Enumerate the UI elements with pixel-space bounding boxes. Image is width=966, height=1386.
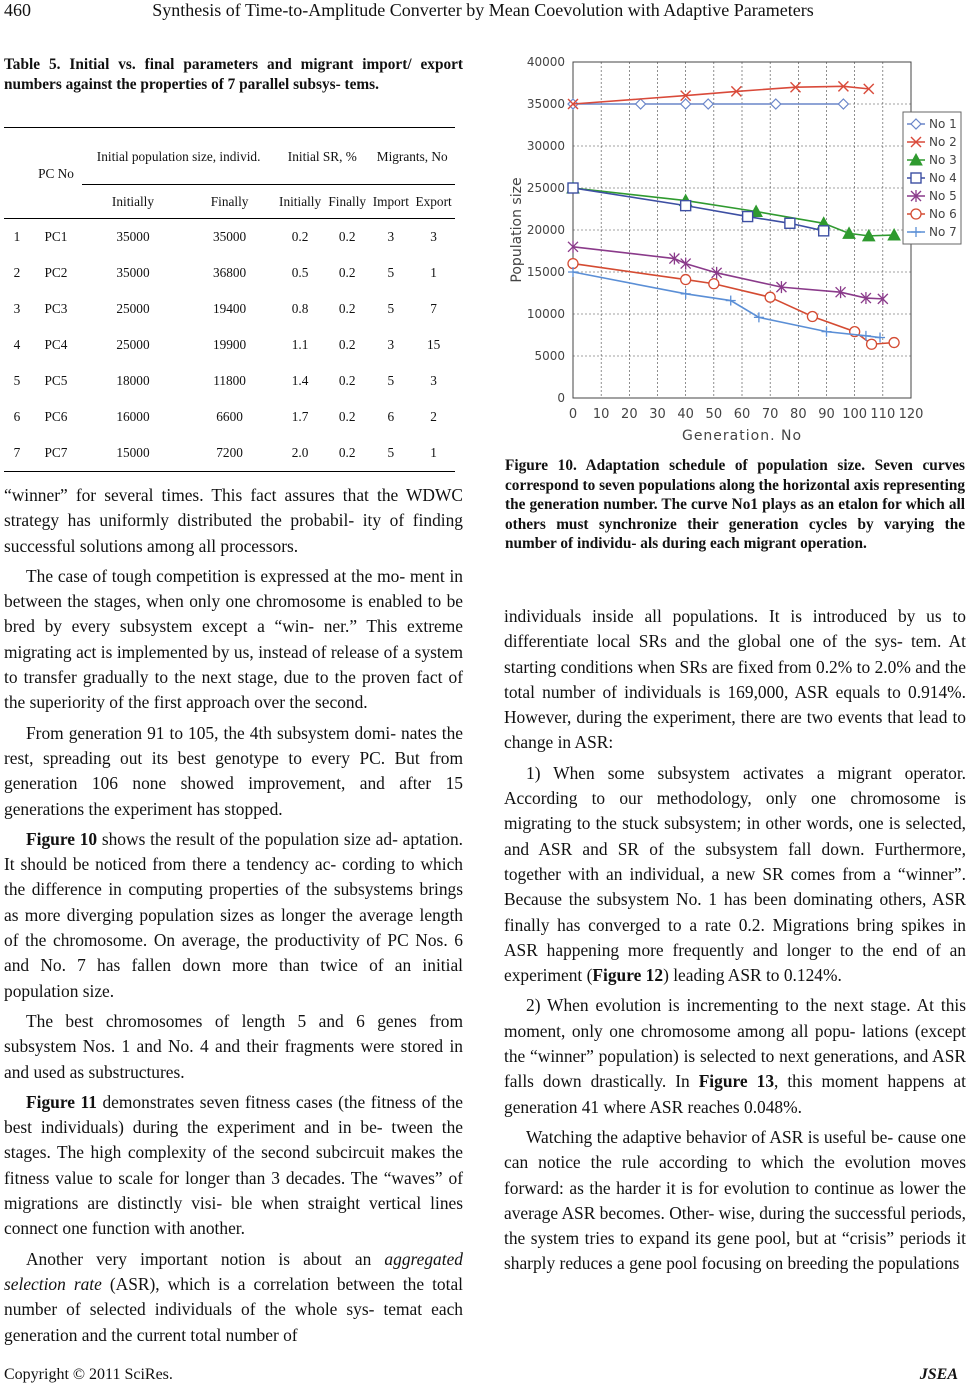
table-cell: 19900 (212, 337, 247, 352)
table-header-export: Export (412, 185, 455, 219)
legend-label: No 7 (929, 225, 957, 239)
data-point (765, 292, 775, 302)
paragraph: Figure 10 shows the result of the population size ad- aptation. It should be noticed from there a tendency ac- cording to which the difference in computing properties of the subsystems brings as more diverging population sizes as longer the average length of the chromosome. On average, the productivity of PC Nos. 6 and No. 7 has fallen down more than twice of an initial population size. (4, 828, 463, 1001)
data-point (743, 212, 753, 222)
chart-legend (903, 112, 961, 244)
paragraph: Watching the adaptive behavior of ASR is useful be- cause one can notice the rule according to which the evolution moves forward: as the harder it is for evolution to continue as lower the average ASR becomes. Other- wise, during the successful periods, the system tries to expand its gene pool, but at “crisis” periods it sharply reduces a gene pool focusing on breeding the populations (504, 1126, 966, 1274)
right-column (504, 604, 966, 1277)
table-cell: 3 (387, 229, 395, 244)
legend-label: No 2 (929, 135, 957, 149)
table-cell: PC1 (44, 229, 68, 244)
page-number: 460 (4, 0, 31, 20)
table-cell: 5 (387, 373, 395, 388)
table-cell: 3 (387, 337, 395, 352)
table-cell: 0.5 (291, 265, 309, 280)
data-point (819, 226, 829, 236)
data-point (568, 267, 578, 277)
table-cell: 1.7 (291, 409, 309, 424)
x-tick-label: 0 (568, 407, 578, 422)
table-cell: 2 (430, 409, 437, 424)
table-cell: 6 (387, 409, 395, 424)
paragraph: Figure 11 demonstrates seven fitness cases (the fitness of the best individuals) during the experiment and in be- tween the stages. The high complexity of the second subcircuit makes the fitness value to scale for longer than 3 decades. The “waves” of migrations are distinctly visi- ble when straight vertical lines connect one function with another. (4, 1091, 463, 1239)
series-line (573, 264, 894, 345)
paragraph: individuals inside all populations. It is introduced by us to differentiate local SRs and the global one of the sys- tem. At starting conditions when SRs are fixed from 0.2% to 2.0% and the total number of individuals is 169,000, ASR equals to 0.914%. However, during the experiment, there are two events that lead to change in ASR: (504, 606, 966, 753)
table-cell: 0.2 (338, 301, 356, 316)
data-point (838, 99, 848, 109)
legend-entry (907, 171, 957, 185)
figure-reference-link[interactable]: Figure 13 (698, 1071, 775, 1092)
paragraph: From generation 91 to 105, the 4th subsystem domi- nates the rest, spreading out its best genotype to every PC. But from generation 106 none showed improvement, and after 15 generations the experiment has stopped. (4, 722, 463, 819)
x-tick-label: 80 (790, 407, 807, 422)
x-axis-label: Generation. No (681, 428, 803, 444)
figure-reference-link[interactable]: Figure 11 (26, 1091, 97, 1112)
data-point (875, 333, 885, 343)
table-cell: 4 (13, 337, 21, 352)
x-tick-label: 30 (649, 407, 666, 422)
table-cell: 35000 (116, 229, 150, 244)
data-point (681, 289, 691, 299)
table-cell: 2.0 (275, 435, 325, 472)
legend-label: No 6 (929, 207, 957, 221)
y-tick-label: 35000 (526, 97, 565, 111)
table-cell: 5 (369, 435, 412, 472)
table-header-migrants: Migrants, No (369, 128, 455, 185)
table-row (4, 291, 455, 327)
population-size-chart (505, 48, 965, 446)
left-column (4, 483, 463, 1348)
table-cell: 35000 (116, 265, 150, 280)
legend-label: No 5 (929, 189, 957, 203)
table-cell: 0.2 (325, 435, 370, 472)
table-cell: 7 (4, 435, 30, 472)
legend-label: No 4 (929, 171, 957, 185)
figure-caption: Figure 10. Adaptation schedule of population size. Seven curves correspond to seven populations along the horizontal axis representing the generation number. The curve No1 plays as an etalon for which all others must synchronize their generation cycles by varying the number of individu- als during each migrant operation. (505, 457, 965, 552)
data-point (911, 173, 921, 183)
data-point (709, 279, 719, 289)
x-tick-label: 60 (733, 407, 751, 422)
paragraph: The best chromosomes of length 5 and 6 genes from subsystem Nos. 1 and No. 4 and their fragments were stored in and used as substructures. (4, 1010, 463, 1082)
table-row (4, 219, 455, 256)
table-cell: 6600 (216, 409, 243, 424)
y-tick-label: 10000 (526, 307, 565, 321)
table-cell: PC2 (44, 265, 68, 280)
y-tick-label: 25000 (526, 181, 565, 195)
data-point (911, 209, 921, 219)
table-row (4, 327, 455, 363)
series-3 (567, 182, 900, 241)
table-cell: 0.2 (338, 337, 356, 352)
paragraph: The case of tough competition is expressed at the mo- ment in between the stages, when only one chromosome is enabled to be bred by every subsystem except a “win- ner.” This extreme migrating act is implemented by us, instead of release of a system to transfer gradually to the next stage, due to the proven fact of the superiority of the first approach over the second. (4, 565, 463, 713)
paragraph: Another very important notion is about an aggregated selection rate (ASR), which is a correlation between the total number of selected individuals of the whole sys- temat each generation and the current total number of (4, 1248, 463, 1345)
copyright: Copyright © 2011 SciRes. (4, 1366, 173, 1383)
table-header-blank (4, 185, 30, 219)
table-cell: 25000 (116, 301, 150, 316)
data-point (822, 327, 832, 337)
series-line (573, 272, 880, 338)
paragraph: 2) When evolution is incrementing to the next stage. At this moment, only one chromosome among all popu- lations (except the “winner” population) is selected to next generations, and ASR falls down drastically. In Figure 13, this moment happens at generation 41 where ASR reaches 0.048%. (504, 995, 966, 1117)
legend-label: No 3 (929, 153, 957, 167)
table-cell: 7 (430, 301, 437, 316)
table-header-pop-initially: Initially (82, 185, 184, 219)
y-tick-label: 30000 (526, 139, 565, 153)
table-row (4, 255, 455, 291)
x-tick-label: 40 (677, 407, 694, 422)
table-cell: 11800 (213, 373, 246, 388)
table-cell: 19400 (212, 301, 247, 316)
figure-reference-link[interactable]: Figure 10 (26, 828, 98, 849)
table-cell: 7200 (184, 435, 275, 472)
table-header-index (4, 128, 30, 185)
series-2 (568, 81, 874, 109)
y-axis-label: Population size (509, 177, 525, 283)
table-cell: 3 (13, 301, 21, 316)
table-header-pc-no: PC No (30, 128, 82, 219)
data-point (771, 99, 781, 109)
chart-series (567, 81, 900, 349)
table-cell: 25000 (116, 337, 150, 352)
journal-name: JSEA (919, 1366, 958, 1383)
series-4 (568, 183, 829, 236)
table-cell: 5 (13, 373, 21, 388)
table-cell: 15 (426, 337, 441, 352)
table-cell: 1 (412, 435, 455, 472)
x-tick-label: 70 (761, 407, 779, 422)
data-point (636, 99, 646, 109)
table-cell: 35000 (212, 229, 247, 244)
y-tick-label: 15000 (526, 265, 565, 279)
table-cell: 3 (430, 229, 437, 244)
x-tick-label: 50 (705, 407, 723, 422)
data-point (681, 258, 691, 270)
emphasis: aggregated selection rate (4, 1248, 463, 1294)
table-header-pop-finally: Finally (184, 185, 275, 219)
x-tick-label: 120 (898, 407, 924, 422)
table-cell: PC4 (44, 337, 68, 352)
legend-label: No 1 (929, 117, 957, 131)
table-cell: 0.2 (338, 265, 356, 280)
table-cell: 2 (13, 265, 21, 280)
table-cell: 15000 (82, 435, 184, 472)
table-cell: PC7 (30, 435, 82, 472)
table-cell: 1 (430, 265, 437, 280)
series-line (573, 247, 883, 299)
data-point (867, 339, 877, 349)
table-cell: 0.8 (291, 301, 309, 316)
table-cell: 16000 (116, 409, 150, 424)
table-row (4, 399, 455, 435)
data-point (726, 296, 736, 306)
x-tick-label: 90 (818, 407, 835, 422)
table-header-import: Import (369, 185, 412, 219)
table-header-initial-population: Initial population size, individ. (82, 128, 275, 185)
table-cell: PC6 (44, 409, 68, 424)
table-cell: 0.2 (338, 373, 356, 388)
series-line (573, 86, 869, 104)
table-cell: 1.4 (291, 373, 309, 388)
table-cell: PC3 (44, 301, 68, 316)
table-cell: 1.1 (291, 337, 309, 352)
series-5 (568, 241, 888, 305)
parameters-table (4, 127, 455, 472)
paragraph: 1) When some subsystem activates a migrant operator. According to our methodology, only one chromosome is migrating to the stuck subsystem; in other words, one is selected, and ASR and SR of the subsystem fall down. Furthermore, together with an individual, a new SR comes from a “winner”. Because the subsystem No. 1 has been dominating others, ASR finally has converged to a rate 0.2. Migrations bring spikes in ASR happening more frequently and longer to the end of an experiment (Figure 12) leading ASR to 0.124%. (504, 762, 966, 986)
data-point (785, 218, 795, 228)
table-cell: 5 (387, 301, 395, 316)
data-point (681, 275, 691, 285)
running-title: Synthesis of Time-to-Amplitude Converter by Mean Coevolution with Adaptive Parameters (152, 0, 814, 20)
paragraph: “winner” for several times. This fact assures that the WDWC strategy has uniformly distributed the probabil- ity of finding successful solutions among all processors. (4, 485, 463, 556)
table-cell: PC5 (44, 373, 68, 388)
y-tick-label: 5000 (534, 349, 565, 363)
x-tick-label: 20 (621, 407, 638, 422)
table-row (4, 435, 455, 472)
data-point (889, 338, 899, 348)
table-cell: 0.2 (291, 229, 309, 244)
y-tick-label: 0 (557, 391, 565, 405)
data-point (703, 99, 713, 109)
figure-reference-link[interactable]: Figure 12 (592, 965, 664, 986)
y-tick-label: 20000 (526, 223, 565, 237)
chart-grid (573, 62, 911, 398)
data-point (681, 99, 691, 109)
table-cell: 36800 (212, 265, 247, 280)
table-cell: 0.2 (338, 229, 356, 244)
table-cell: 3 (430, 373, 437, 388)
table-cell: 0.2 (338, 409, 356, 424)
table-header-sr-finally: Finally (325, 185, 370, 219)
y-tick-label: 40000 (526, 55, 565, 69)
x-tick-label: 10 (592, 407, 610, 422)
series-7 (568, 267, 885, 343)
table-cell: 6 (13, 409, 21, 424)
table-cell: 18000 (116, 373, 150, 388)
legend-entry (907, 207, 957, 221)
table-row (4, 363, 455, 399)
data-point (843, 227, 855, 238)
data-point (807, 312, 817, 322)
table-caption: Table 5. Initial vs. final parameters and migrant import/ export numbers against the properties of 7 parallel subsys- tems. (4, 56, 463, 93)
data-point (681, 201, 691, 211)
table-header-initial-sr: Initial SR, % (275, 128, 369, 185)
x-tick-label: 100 (842, 407, 868, 422)
table-cell: 1 (13, 229, 21, 244)
table-cell: 5 (387, 265, 395, 280)
table-header-sr-initially: Initially (275, 185, 325, 219)
x-tick-label: 110 (870, 407, 896, 422)
data-point (568, 183, 578, 193)
